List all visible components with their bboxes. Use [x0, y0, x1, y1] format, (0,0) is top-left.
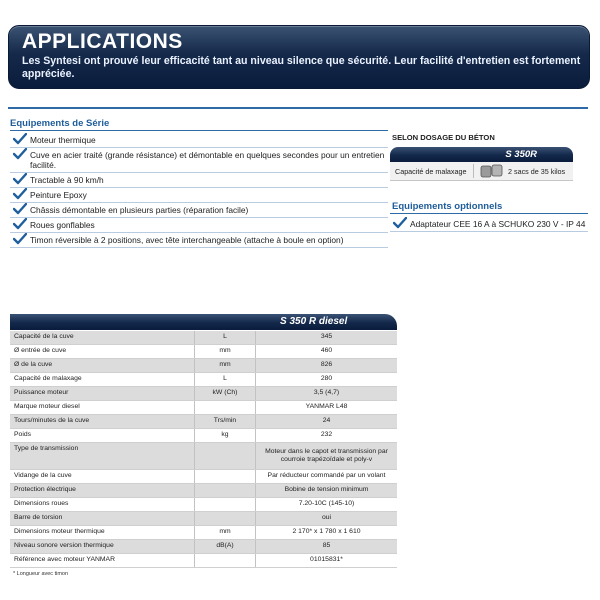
table-row: [10, 484, 397, 498]
spec-label: Tours/minutes de la cuve: [10, 415, 195, 429]
list-item-label: Châssis démontable en plusieurs parties (réparation facile): [30, 205, 249, 215]
spec-unit: L: [195, 373, 256, 387]
table-row: [10, 512, 397, 526]
list-item-label: Tractable à 90 km/h: [30, 175, 104, 185]
spec-value: 85: [256, 540, 398, 554]
checkmark-icon: [13, 188, 27, 200]
spec-value: 3,5 (4,7): [256, 387, 398, 401]
spec-value: 2 170* x 1 780 x 1 610: [256, 526, 398, 540]
equipements-serie-title: Equipements de Série: [10, 118, 110, 129]
spec-unit: [195, 470, 256, 484]
list-item-label: Peinture Epoxy: [30, 190, 87, 200]
table-row: [10, 331, 397, 345]
spec-unit: dB(A): [195, 540, 256, 554]
checkmark-icon: [13, 133, 27, 145]
checkmark-icon: [13, 218, 27, 230]
spec-unit: kg: [195, 429, 256, 443]
spec-label: Ø de la cuve: [10, 359, 195, 373]
spec-value: 460: [256, 345, 398, 359]
spec-label: Dimensions roues: [10, 498, 195, 512]
list-item-label: Moteur thermique: [30, 135, 96, 145]
list-item: [10, 148, 388, 173]
banner-divider: [8, 107, 588, 109]
spec-model-label: S 350 R diesel: [280, 316, 348, 327]
spec-label: Capacité de la cuve: [10, 331, 195, 345]
table-row: [10, 359, 397, 373]
spec-unit: [195, 512, 256, 526]
spec-unit: [195, 554, 256, 568]
table-row: [10, 345, 397, 359]
dosage-capacity-row: [390, 162, 573, 181]
list-item: [10, 203, 388, 218]
spec-value: oui: [256, 512, 398, 526]
dosage-divider: [473, 164, 474, 178]
optionnels-underline: [390, 213, 588, 214]
spec-value: Par réducteur commandé par un volant: [256, 470, 398, 484]
spec-label: Ø entrée de cuve: [10, 345, 195, 359]
spec-unit: [195, 443, 256, 470]
spec-label: Capacité de malaxage: [10, 373, 195, 387]
spec-footnote: * Longueur avec timon: [13, 571, 69, 577]
checkmark-icon: [13, 148, 27, 160]
spec-unit: Trs/min: [195, 415, 256, 429]
spec-value: 01015831*: [256, 554, 398, 568]
list-item: [10, 233, 388, 248]
table-row: [10, 415, 397, 429]
spec-table: [10, 331, 397, 568]
applications-banner: [8, 25, 590, 89]
spec-unit: mm: [195, 526, 256, 540]
spec-unit: L: [195, 331, 256, 345]
list-item-label: Timon réversible à 2 positions, avec tête interchangeable (attache à boule en option): [30, 235, 344, 245]
table-row: [10, 498, 397, 512]
spec-model-header: [10, 314, 397, 330]
spec-unit: mm: [195, 345, 256, 359]
spec-label: Référence avec moteur YANMAR: [10, 554, 195, 568]
list-item-label: Cuve en acier traité (grande résistance) et démontable en quelques secondes pour un entretien facilité.: [30, 150, 385, 170]
optionnels-title: Equipements optionnels: [392, 201, 503, 212]
list-item: [10, 133, 388, 148]
list-item: [10, 173, 388, 188]
spec-label: Marque moteur diesel: [10, 401, 195, 415]
table-row: [10, 373, 397, 387]
spec-value: 345: [256, 331, 398, 345]
list-item: [10, 188, 388, 203]
spec-value: 232: [256, 429, 398, 443]
applications-title: APPLICATIONS: [22, 30, 183, 53]
dosage-capacity-value: 2 sacs de 35 kilos: [508, 167, 566, 176]
equipements-serie-list: [10, 133, 388, 248]
spec-label: Niveau sonore version thermique: [10, 540, 195, 554]
table-row: [10, 554, 397, 568]
spec-unit: kW (Ch): [195, 387, 256, 401]
equipements-serie-underline: [10, 130, 388, 131]
spec-unit: [195, 401, 256, 415]
spec-value: 280: [256, 373, 398, 387]
checkmark-icon: [393, 217, 407, 229]
spec-label: Dimensions moteur thermique: [10, 526, 195, 540]
spec-label: Poids: [10, 429, 195, 443]
table-row: [10, 387, 397, 401]
dosage-capacity-label: Capacité de malaxage: [395, 167, 467, 176]
table-row: [10, 526, 397, 540]
spec-unit: [195, 484, 256, 498]
spec-value: Bobine de tension minimum: [256, 484, 398, 498]
dosage-model-label: S 350R: [505, 149, 537, 160]
table-row: [10, 429, 397, 443]
applications-text: Les Syntesi ont prouvé leur efficacité tant au niveau silence que sécurité. Leur facilité d'entretien est fortement appréciée.: [22, 55, 581, 80]
table-row: [10, 443, 397, 470]
checkmark-icon: [13, 233, 27, 245]
list-item: [390, 217, 588, 232]
table-row: [10, 470, 397, 484]
table-row: [10, 540, 397, 554]
checkmark-icon: [13, 173, 27, 185]
spec-label: Barre de torsion: [10, 512, 195, 526]
spec-label: Type de transmission: [10, 443, 195, 470]
spec-label: Protection électrique: [10, 484, 195, 498]
cement-bags-icon: [480, 164, 504, 178]
spec-value: Moteur dans le capot et transmission par courroie trapézoïdale et poly-v: [256, 443, 398, 470]
dosage-title: SELON DOSAGE DU BÉTON: [392, 133, 495, 142]
spec-value: YANMAR L48: [256, 401, 398, 415]
checkmark-icon: [13, 203, 27, 215]
spec-value: 826: [256, 359, 398, 373]
list-item: [10, 218, 388, 233]
dosage-model-header: [390, 147, 573, 162]
spec-unit: [195, 498, 256, 512]
spec-label: Puissance moteur: [10, 387, 195, 401]
spec-unit: mm: [195, 359, 256, 373]
spec-value: 24: [256, 415, 398, 429]
list-item-label: Adaptateur CEE 16 A à SCHUKO 230 V - IP 44: [410, 219, 586, 229]
list-item-label: Roues gonflables: [30, 220, 95, 230]
spec-label: Vidange de la cuve: [10, 470, 195, 484]
spec-value: 7.20-10C (145-10): [256, 498, 398, 512]
table-row: [10, 401, 397, 415]
